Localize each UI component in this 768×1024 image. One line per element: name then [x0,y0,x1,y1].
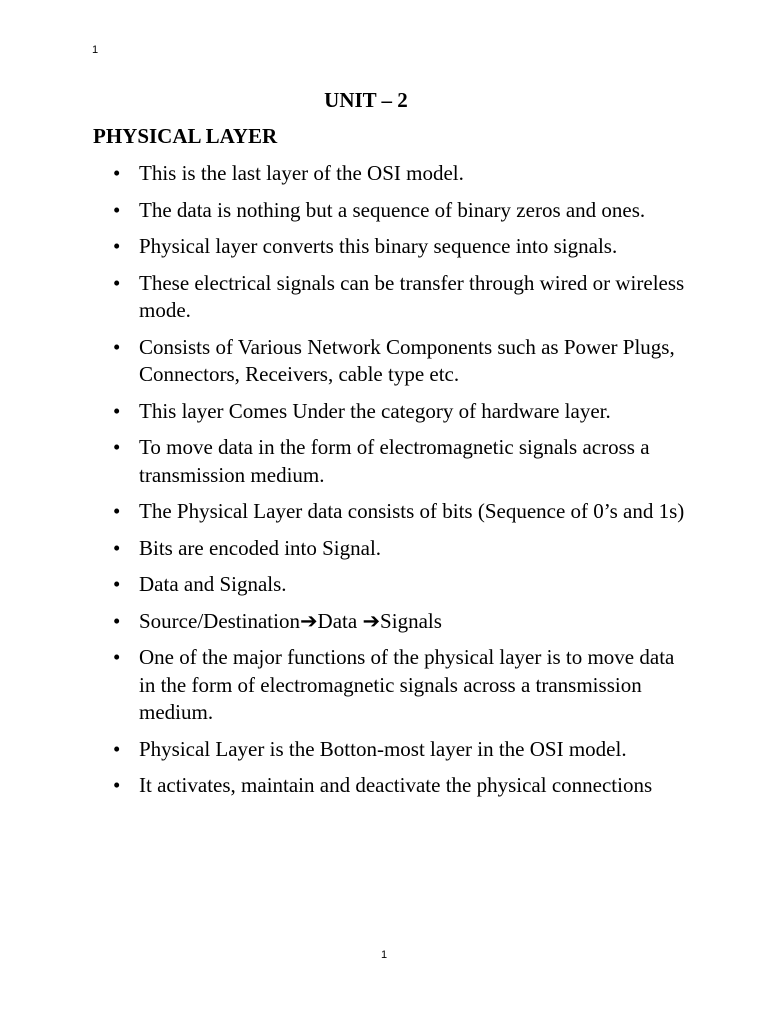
list-item [113,398,688,426]
bullet-dot: • [113,334,121,359]
list-item-text: To move data in the form of electromagnetic signals across a transmission medium. [139,435,650,487]
bullet-dot: • [113,535,121,560]
list-item-text: This layer Comes Under the category of hardware layer. [139,398,611,423]
list-item-text: Consists of Various Network Components such as Power Plugs, Connectors, Receivers, cable type etc. [139,334,675,386]
bullet-dot: • [113,608,121,633]
list-item [113,197,688,225]
list-item [113,608,688,636]
list-item-text: It activates, maintain and deactivate the physical connections [139,773,653,797]
bullet-dot: • [113,398,121,423]
section-title: PHYSICAL LAYER [93,124,278,148]
bullet-dot: • [113,161,121,185]
list-item-text: Data and Signals. [139,572,287,596]
bullet-dot: • [113,435,121,459]
bullet-dot: • [113,645,121,669]
bullet-list [113,160,688,809]
list-item [113,571,688,599]
list-item-text: The Physical Layer data consists of bits (Sequence of 0’s and 1s) [139,499,685,523]
list-item-text: This is the last layer of the OSI model. [139,161,464,185]
list-item [113,270,688,325]
bullet-dot: • [113,499,121,523]
unit-title: UNIT – 2 [324,88,408,112]
bullet-dot: • [113,736,121,761]
list-item [113,736,688,764]
list-item [113,535,688,563]
list-item-text: Physical Layer is the Botton-most layer in the OSI model. [139,736,627,761]
list-item-text: Bits are encoded into Signal. [139,535,382,560]
footer-page-number: 1 [380,949,388,961]
bullet-dot: • [113,572,121,596]
list-item [113,498,688,526]
bullet-dot: • [113,773,121,797]
list-item [113,772,688,800]
list-item [113,334,688,389]
bullet-dot: • [113,234,121,258]
list-item-text: These electrical signals can be transfer through wired or wireless mode. [139,270,685,322]
list-item [113,434,688,489]
list-item [113,233,688,261]
list-item-text: One of the major functions of the physical layer is to move data in the form of electromagnetic signals across a transmission medium. [139,645,675,724]
list-item-text: Source/Destination➔Data ➔Signals [139,608,442,633]
list-item-text: The data is nothing but a sequence of binary zeros and ones. [139,197,646,222]
list-item [113,160,688,188]
list-item [113,644,688,727]
list-item-text: Physical layer converts this binary sequence into signals. [139,234,618,258]
bullet-dot: • [113,270,121,295]
bullet-dot: • [113,197,121,222]
header-page-number: 1 [92,44,99,56]
